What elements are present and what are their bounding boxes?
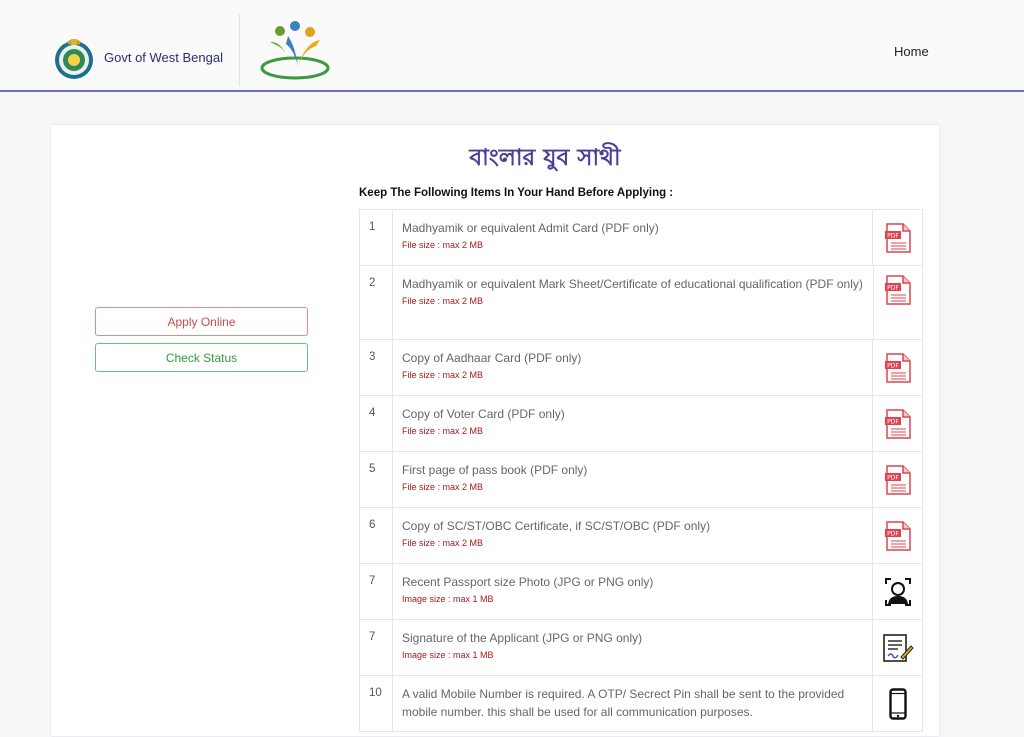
svg-text:PDF: PDF: [886, 474, 899, 481]
pdf-icon: [885, 223, 911, 253]
item-number: 1: [360, 210, 393, 265]
pdf-icon: [885, 409, 911, 439]
nav-home-link[interactable]: Home: [894, 44, 929, 59]
required-items-list: [359, 209, 923, 732]
size-note: File size : max 2 MB: [402, 240, 484, 250]
size-note: File size : max 2 MB: [402, 538, 484, 548]
size-note: File size : max 2 MB: [402, 370, 484, 380]
signature-icon: [882, 633, 914, 663]
item-description: Madhyamik or equivalent Admit Card (PDF only): [402, 221, 659, 235]
pdf-icon: [885, 275, 911, 305]
item-number: 5: [360, 452, 393, 507]
list-item: [359, 266, 923, 340]
item-description: Copy of Voter Card (PDF only): [402, 407, 565, 421]
pdf-icon: [885, 353, 911, 383]
list-item: [359, 452, 923, 508]
svg-text:PDF: PDF: [886, 530, 899, 537]
list-item: [359, 564, 923, 620]
list-item: [359, 676, 923, 732]
size-note: Image size : max 1 MB: [402, 650, 494, 660]
pdf-icon: [885, 465, 911, 495]
svg-text:PDF: PDF: [886, 418, 899, 425]
list-item: [359, 210, 923, 266]
main-panel: [50, 124, 940, 737]
gov-name: Govt of West Bengal: [104, 50, 223, 65]
photo-icon: [884, 577, 912, 607]
item-description: A valid Mobile Number is required. A OTP/ Secrect Pin shall be sent to the provided mobile number. this shall be used for all communication purposes.: [402, 687, 845, 719]
size-note: Image size : max 1 MB: [402, 594, 494, 604]
size-note: File size : max 2 MB: [402, 296, 484, 306]
yuva-sathi-logo-icon: [258, 20, 332, 82]
size-note: File size : max 2 MB: [402, 426, 484, 436]
pdf-icon: [885, 521, 911, 551]
list-item: [359, 396, 923, 452]
list-item: [359, 340, 923, 396]
item-number: 6: [360, 508, 393, 563]
svg-text:PDF: PDF: [886, 232, 899, 239]
item-number: 4: [360, 396, 393, 451]
site-header: [0, 0, 1024, 92]
list-item: [359, 620, 923, 676]
item-description: Madhyamik or equivalent Mark Sheet/Certificate of educational qualification (PDF only): [402, 277, 863, 291]
item-number: 3: [360, 340, 393, 395]
item-number: 7: [360, 564, 393, 619]
item-description: Recent Passport size Photo (JPG or PNG only): [402, 575, 654, 589]
check-status-button[interactable]: Check Status: [95, 343, 308, 372]
item-description: Signature of the Applicant (JPG or PNG only): [402, 631, 643, 645]
item-description: Copy of Aadhaar Card (PDF only): [402, 351, 582, 365]
item-description: First page of pass book (PDF only): [402, 463, 588, 477]
instructions-heading: Keep The Following Items In Your Hand Before Applying :: [359, 187, 674, 199]
list-item: [359, 508, 923, 564]
item-number: 7: [360, 620, 393, 675]
svg-text:PDF: PDF: [887, 284, 899, 292]
item-description: Copy of SC/ST/OBC Certificate, if SC/ST/OBC (PDF only): [402, 519, 711, 533]
svg-text:PDF: PDF: [886, 362, 899, 369]
item-number: 10: [360, 676, 393, 731]
west-bengal-emblem-icon: [52, 36, 96, 80]
mobile-icon: [889, 688, 907, 720]
size-note: File size : max 2 MB: [402, 482, 484, 492]
header-divider: [239, 14, 240, 86]
apply-online-button[interactable]: Apply Online: [95, 307, 308, 336]
page-title: বাংলার যুব সাথী: [469, 145, 621, 171]
item-number: 2: [360, 266, 393, 339]
